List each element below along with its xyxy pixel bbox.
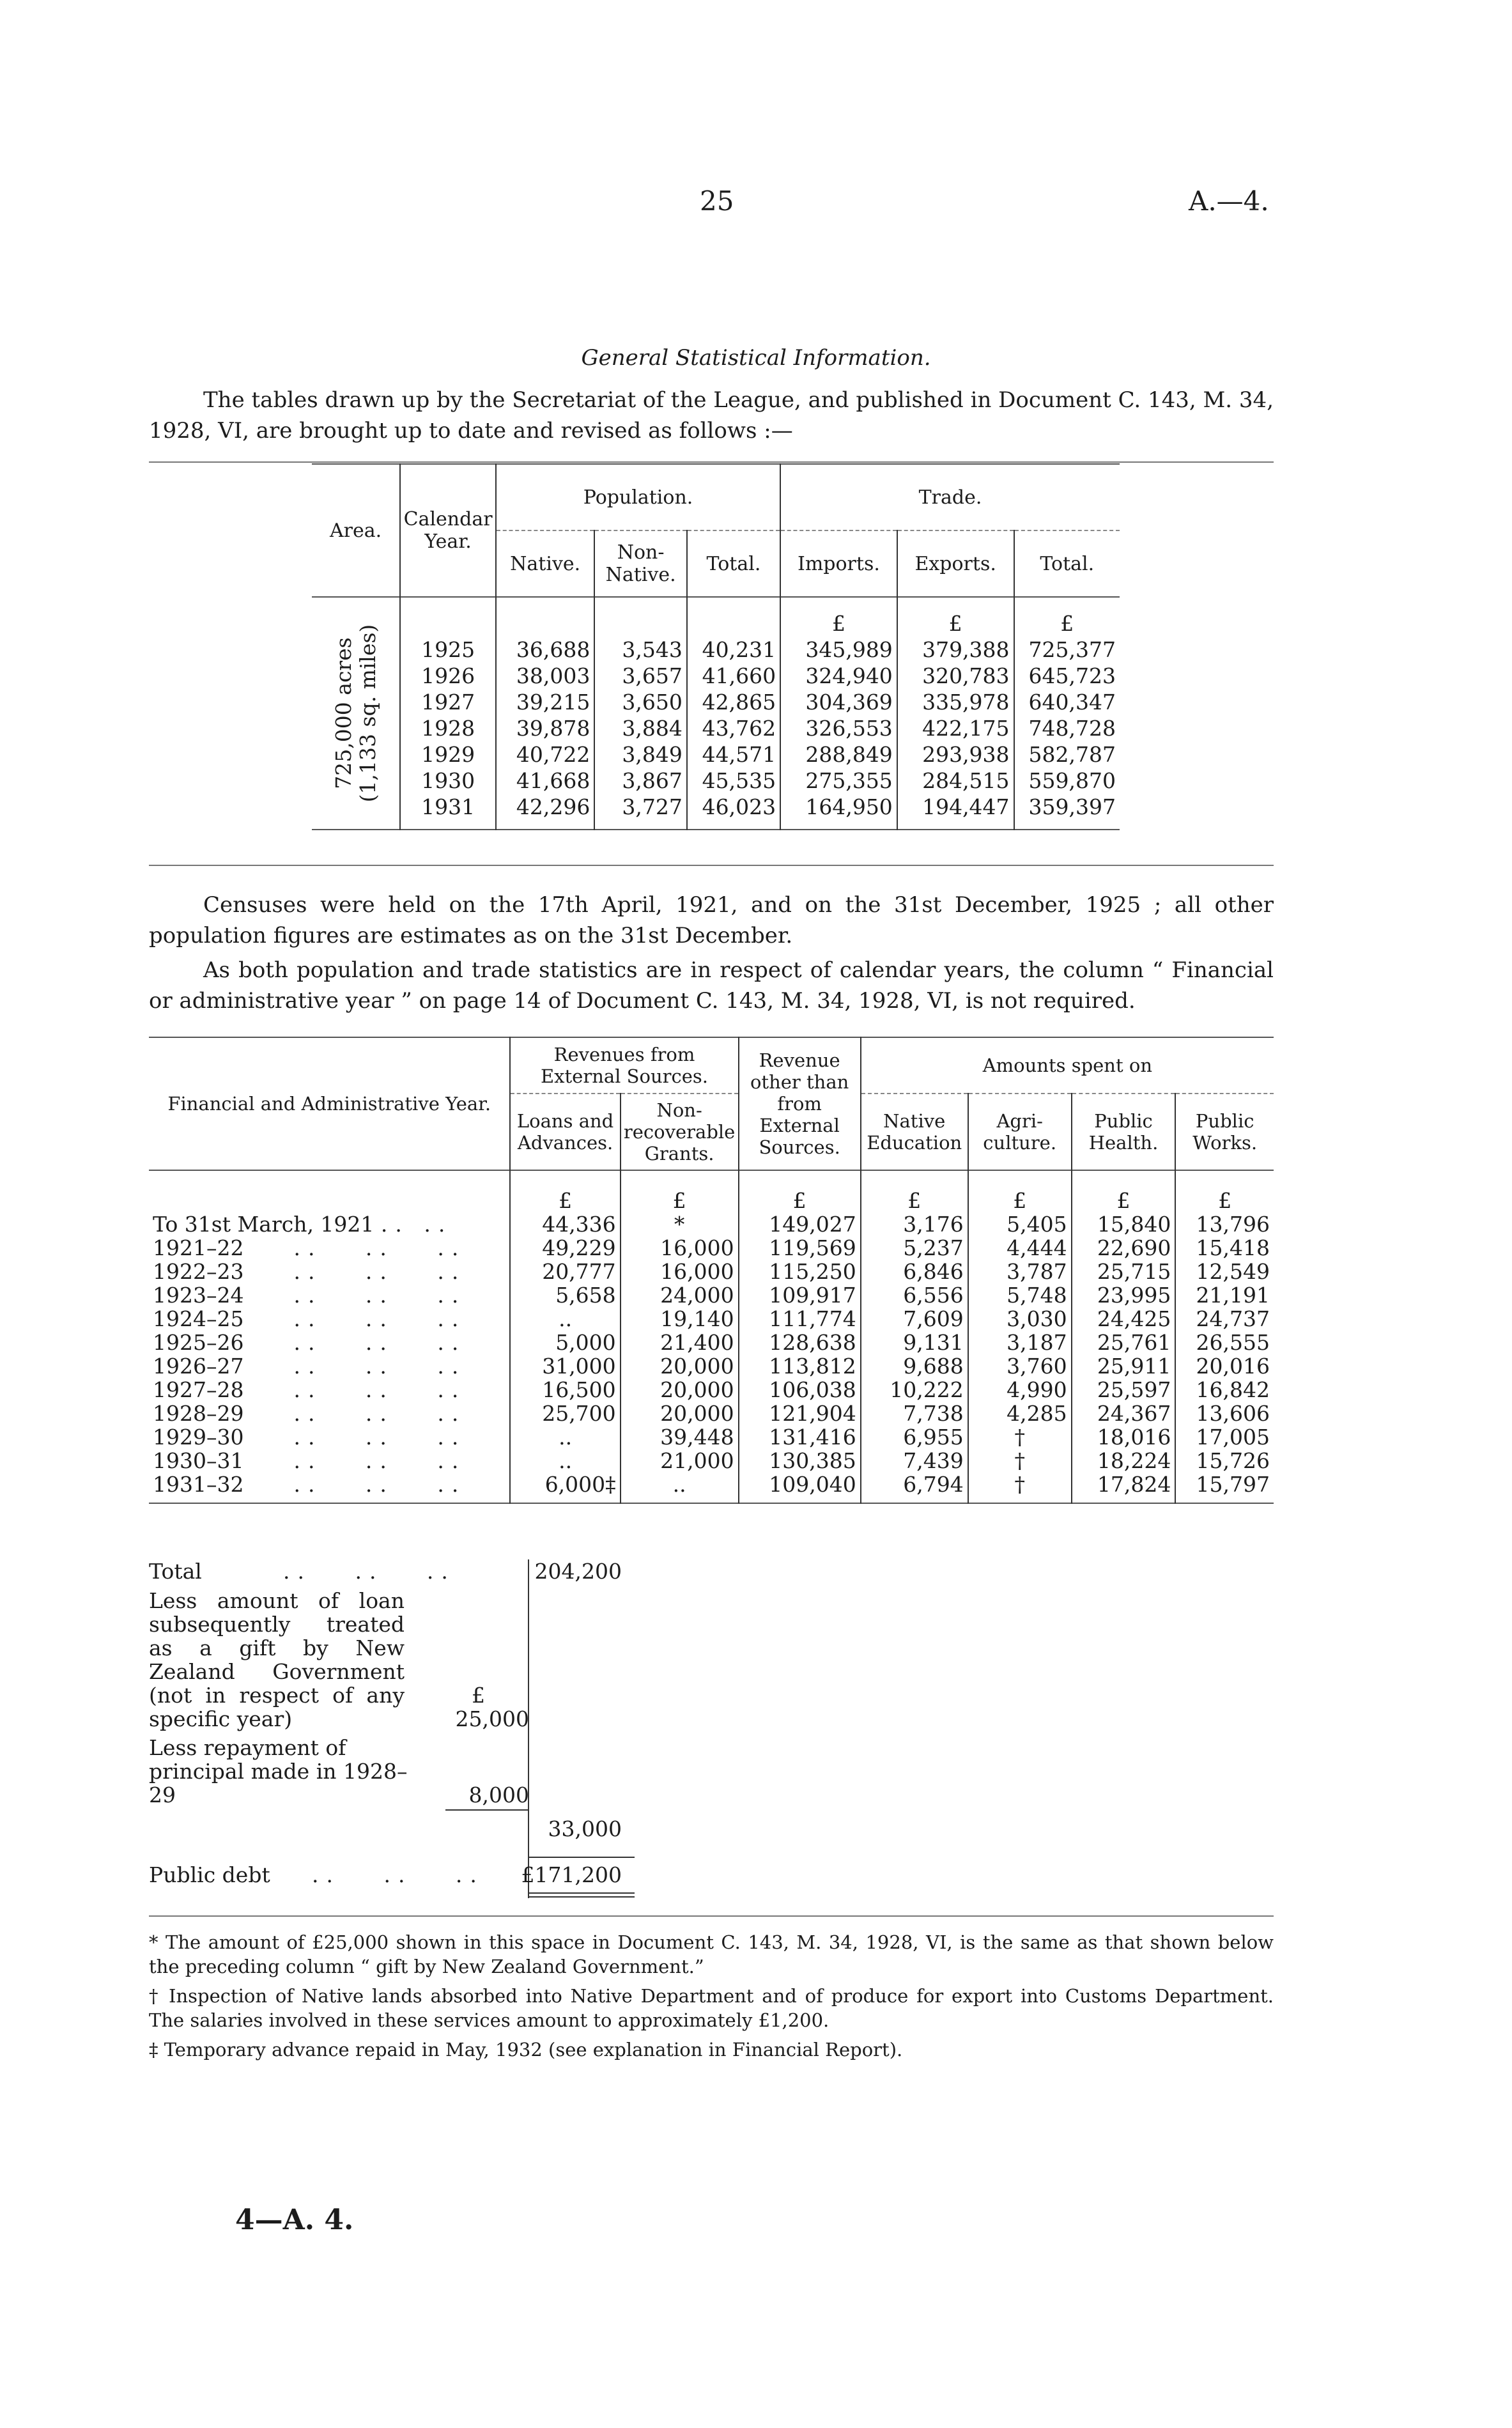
pop-total-cell: 40,231	[687, 637, 780, 663]
year-cell: 1930	[400, 768, 496, 794]
area-header: Area.	[330, 519, 382, 542]
trade-total-cell: 748,728	[1014, 715, 1120, 741]
table-row	[149, 1283, 1274, 1307]
table-row	[312, 741, 1120, 768]
currency-symbol: £	[968, 1170, 1072, 1212]
exports-cell: 335,978	[897, 689, 1014, 715]
works-cell: 13,606	[1175, 1402, 1274, 1425]
imports-cell: 326,553	[780, 715, 897, 741]
year-cell: 1927	[400, 689, 496, 715]
loans-cell: 25,700	[510, 1402, 620, 1425]
native-cell: 41,668	[496, 768, 594, 794]
year-cell: 1931–32 .. .. ..	[153, 1472, 467, 1497]
works-cell: 21,191	[1175, 1283, 1274, 1307]
other-revenue-cell: 106,038	[739, 1378, 861, 1402]
health-cell: 23,995	[1072, 1283, 1176, 1307]
less-loan-label: Less amount of loan subsequently treated as a gift by New Zealand Government (not in respect of any specific year)	[149, 1588, 405, 1731]
health-cell: 25,715	[1072, 1260, 1176, 1283]
public-health-header: Public Health.	[1072, 1094, 1176, 1170]
pop-total-col-header: Total.	[687, 530, 780, 597]
other-revenue-cell: 131,416	[739, 1425, 861, 1449]
table-row	[149, 1354, 1274, 1378]
intro-text: The tables drawn up by the Secretariat of the League, and published in Document C. 143, M. 34, 1928, VI, are brought up to date and revised as follows :—	[149, 387, 1274, 444]
loans-cell: 5,000	[510, 1331, 620, 1354]
loans-cell: ..	[510, 1449, 620, 1473]
revenue-other-header: Revenue other than from External Sources.	[739, 1037, 861, 1170]
education-cell: 7,738	[861, 1402, 968, 1425]
year-cell: 1931	[400, 794, 496, 830]
works-cell: 24,737	[1175, 1307, 1274, 1331]
table-row	[312, 689, 1120, 715]
trade-header: Trade.	[780, 464, 1120, 530]
other-revenue-cell: 109,917	[739, 1283, 861, 1307]
footnote-asterisk: * The amount of £25,000 shown in this space in Document C. 143, M. 34, 1928, VI, is the same as that shown below the preceding column “ gift by New Zealand Government.”	[149, 1931, 1274, 1977]
pop-total-cell: 42,865	[687, 689, 780, 715]
financial-year-text: As both population and trade statistics are in respect of calendar years, the column “ Financial or administrative year ” on page 14 of Document C. 143, M. 34, 1928, VI, is not required.	[149, 957, 1274, 1014]
amounts-spent-header: Amounts spent on	[861, 1037, 1274, 1094]
exports-cell: 320,783	[897, 663, 1014, 689]
trade-total-cell: 359,397	[1014, 794, 1120, 830]
native-cell: 40,722	[496, 741, 594, 768]
non-native-cell: 3,867	[594, 768, 686, 794]
table-row	[312, 768, 1120, 794]
page-number: 25	[700, 185, 734, 217]
grants-cell: *	[621, 1212, 739, 1236]
exports-cell: 293,938	[897, 741, 1014, 768]
grants-cell: 20,000	[621, 1402, 739, 1425]
table-row	[149, 1307, 1274, 1331]
loans-cell: 49,229	[510, 1236, 620, 1260]
non-native-cell: 3,650	[594, 689, 686, 715]
pop-total-cell: 45,535	[687, 768, 780, 794]
non-native-cell: 3,849	[594, 741, 686, 768]
native-cell: 36,688	[496, 637, 594, 663]
grants-cell: 24,000	[621, 1283, 739, 1307]
education-cell: 6,846	[861, 1260, 968, 1283]
deductions-row	[149, 1807, 635, 1845]
education-cell: 5,237	[861, 1236, 968, 1260]
table-row	[149, 1449, 1274, 1473]
health-cell: 24,367	[1072, 1402, 1176, 1425]
grants-cell: ..	[621, 1473, 739, 1503]
public-works-header: Public Works.	[1175, 1094, 1274, 1170]
table-row	[149, 1236, 1274, 1260]
grants-cell: 21,400	[621, 1331, 739, 1354]
currency-symbol: £	[780, 597, 897, 637]
health-cell: 24,425	[1072, 1307, 1176, 1331]
footnote-double-dagger: ‡ Temporary advance repaid in May, 1932 (see explanation in Financial Report).	[149, 2039, 903, 2061]
non-native-col-header: Non-Native.	[594, 530, 686, 597]
currency-symbol: £	[897, 597, 1014, 637]
area-label	[332, 624, 380, 803]
table-row	[312, 663, 1120, 689]
exports-col-header: Exports.	[897, 530, 1014, 597]
agriculture-cell: †	[968, 1473, 1072, 1503]
intro-paragraph	[149, 385, 1274, 446]
census-text: Censuses were held on the 17th April, 1921, and on the 31st December, 1925 ; all other population figures are estimates as on the 31st December.	[149, 892, 1274, 948]
table-row	[149, 1331, 1274, 1354]
trade-total-cell: 640,347	[1014, 689, 1120, 715]
document-reference: A.—4.	[1189, 185, 1269, 217]
less-repayment-value: 8,000	[468, 1782, 529, 1807]
year-cell: 1929	[400, 741, 496, 768]
grants-cell: 16,000	[621, 1236, 739, 1260]
year-cell: 1928–29 .. .. ..	[153, 1401, 467, 1426]
loans-cell: 20,777	[510, 1260, 620, 1283]
native-cell: 42,296	[496, 794, 594, 830]
year-cell: 1921–22 .. .. ..	[153, 1235, 467, 1260]
non-native-cell: 3,543	[594, 637, 686, 663]
table1-bottom-rule	[149, 865, 1274, 866]
agriculture-cell: 3,787	[968, 1260, 1072, 1283]
other-revenue-cell: 128,638	[739, 1331, 861, 1354]
total-row: Total .. .. .. 204,200	[149, 1559, 622, 1584]
table-row	[149, 1425, 1274, 1449]
trade-total-cell: 725,377	[1014, 637, 1120, 663]
trade-total-cell: 582,787	[1014, 741, 1120, 768]
population-header: Population.	[496, 464, 780, 530]
non-native-cell: 3,657	[594, 663, 686, 689]
agriculture-cell: 4,990	[968, 1378, 1072, 1402]
imports-cell: 345,989	[780, 637, 897, 663]
loans-cell: 44,336	[510, 1212, 620, 1236]
footnote-dagger: † Inspection of Native lands absorbed into Native Department and of produce for export into Customs Department. The salaries involved in these services amount to approximately £1,200.	[149, 1985, 1274, 2031]
native-col-header: Native.	[496, 530, 594, 597]
year-cell: To 31st March, 1921 .. ..	[153, 1212, 453, 1237]
health-cell: 18,224	[1072, 1449, 1176, 1473]
currency-symbol: £	[1175, 1170, 1274, 1212]
agriculture-cell: †	[968, 1449, 1072, 1473]
currency-symbol: £	[739, 1170, 861, 1212]
calendar-year-header: Calendar Year.	[400, 464, 496, 597]
grants-cell: 21,000	[621, 1449, 739, 1473]
year-cell: 1922–23 .. .. ..	[153, 1259, 467, 1284]
other-revenue-cell: 121,904	[739, 1402, 861, 1425]
native-cell: 38,003	[496, 663, 594, 689]
imports-cell: 164,950	[780, 794, 897, 830]
works-cell: 17,005	[1175, 1425, 1274, 1449]
non-native-cell: 3,884	[594, 715, 686, 741]
health-cell: 25,761	[1072, 1331, 1176, 1354]
works-cell: 15,726	[1175, 1449, 1274, 1473]
education-cell: 7,609	[861, 1307, 968, 1331]
grants-cell: 20,000	[621, 1354, 739, 1378]
imports-cell: 304,369	[780, 689, 897, 715]
agriculture-cell: 4,444	[968, 1236, 1072, 1260]
year-cell: 1925–26 .. .. ..	[153, 1330, 467, 1355]
currency-symbol: £	[1014, 597, 1120, 637]
section-heading: General Statistical Information.	[581, 345, 931, 371]
year-cell: 1926–27 .. .. ..	[153, 1354, 467, 1379]
year-cell: 1929–30 .. .. ..	[153, 1425, 467, 1450]
financial-year-paragraph	[149, 955, 1274, 1016]
table-row	[149, 1378, 1274, 1402]
loans-advances-header: Loans and Advances.	[510, 1094, 620, 1170]
imports-cell: 275,355	[780, 768, 897, 794]
education-cell: 7,439	[861, 1449, 968, 1473]
imports-cell: 288,849	[780, 741, 897, 768]
non-native-cell: 3,727	[594, 794, 686, 830]
table-row	[312, 794, 1120, 830]
health-cell: 18,016	[1072, 1425, 1176, 1449]
table1-top-rule	[149, 461, 1274, 463]
population-trade-table	[312, 463, 1120, 830]
less-loan-currency: £	[472, 1683, 485, 1708]
agriculture-header: Agri-culture.	[968, 1094, 1072, 1170]
grants-cell: 16,000	[621, 1260, 739, 1283]
native-education-header: Native Education	[861, 1094, 968, 1170]
table-row	[149, 1473, 1274, 1503]
agriculture-cell: 5,405	[968, 1212, 1072, 1236]
pop-total-cell: 43,762	[687, 715, 780, 741]
other-revenue-cell: 109,040	[739, 1473, 861, 1503]
trade-total-col-header: Total.	[1014, 530, 1120, 597]
agriculture-cell: 3,187	[968, 1331, 1072, 1354]
agriculture-cell: 3,760	[968, 1354, 1072, 1378]
page-signature: 4—A. 4.	[235, 2204, 354, 2236]
year-cell: 1927–28 .. .. ..	[153, 1377, 467, 1402]
table-row	[149, 1212, 1274, 1236]
grants-cell: 39,448	[621, 1425, 739, 1449]
finance-table	[149, 1037, 1274, 1504]
public-debt-value: £171,200	[521, 1862, 622, 1887]
other-revenue-cell: 115,250	[739, 1260, 861, 1283]
area-sq-miles: (1,133 sq. miles)	[355, 624, 380, 803]
other-revenue-cell: 111,774	[739, 1307, 861, 1331]
table-row	[149, 1260, 1274, 1283]
table2-bottom-rule	[149, 1915, 1274, 1917]
other-revenue-cell: 119,569	[739, 1236, 861, 1260]
less-repayment-label: Less repayment of principal made in 1928–29	[149, 1735, 408, 1807]
imports-col-header: Imports.	[780, 530, 897, 597]
health-cell: 25,911	[1072, 1354, 1176, 1378]
education-cell: 9,688	[861, 1354, 968, 1378]
native-cell: 39,215	[496, 689, 594, 715]
agriculture-cell: 5,748	[968, 1283, 1072, 1307]
health-cell: 17,824	[1072, 1473, 1176, 1503]
health-cell: 22,690	[1072, 1236, 1176, 1260]
education-cell: 6,955	[861, 1425, 968, 1449]
exports-cell: 284,515	[897, 768, 1014, 794]
education-cell: 10,222	[861, 1378, 968, 1402]
currency-symbol: £	[510, 1170, 620, 1212]
education-cell: 6,556	[861, 1283, 968, 1307]
works-cell: 15,418	[1175, 1236, 1274, 1260]
year-cell: 1923–24 .. .. ..	[153, 1283, 467, 1308]
year-cell: 1928	[400, 715, 496, 741]
native-cell: 39,878	[496, 715, 594, 741]
education-cell: 9,131	[861, 1331, 968, 1354]
trade-total-cell: 559,870	[1014, 768, 1120, 794]
education-cell: 6,794	[861, 1473, 968, 1503]
grants-cell: 19,140	[621, 1307, 739, 1331]
census-paragraph	[149, 890, 1274, 951]
currency-symbol: £	[861, 1170, 968, 1212]
exports-cell: 422,175	[897, 715, 1014, 741]
public-debt-row: Public debt .. .. .. £171,200	[149, 1863, 635, 1901]
total-label: Total	[149, 1559, 202, 1584]
area-acres: 725,000 acres	[330, 637, 356, 789]
table-row	[149, 1402, 1274, 1425]
works-cell: 12,549	[1175, 1260, 1274, 1283]
loans-cell: 5,658	[510, 1283, 620, 1307]
public-debt-label: Public debt	[149, 1862, 270, 1887]
currency-symbol: £	[1072, 1170, 1176, 1212]
works-cell: 15,797	[1175, 1473, 1274, 1503]
loans-cell: 6,000‡	[510, 1473, 620, 1503]
exports-cell: 194,447	[897, 794, 1014, 830]
other-revenue-cell: 130,385	[739, 1449, 861, 1473]
grants-cell: 20,000	[621, 1378, 739, 1402]
loans-cell: 31,000	[510, 1354, 620, 1378]
less-repayment-row	[149, 1736, 635, 1807]
area-cell	[312, 597, 400, 830]
revenues-external-header: Revenues from External Sources.	[510, 1037, 738, 1094]
agriculture-cell: †	[968, 1425, 1072, 1449]
health-cell: 25,597	[1072, 1378, 1176, 1402]
education-cell: 3,176	[861, 1212, 968, 1236]
works-cell: 20,016	[1175, 1354, 1274, 1378]
less-loan-row	[149, 1589, 635, 1731]
trade-total-cell: 645,723	[1014, 663, 1120, 689]
works-cell: 13,796	[1175, 1212, 1274, 1236]
pop-total-cell: 44,571	[687, 741, 780, 768]
table-row	[312, 715, 1120, 741]
totals-block	[149, 1559, 635, 1901]
loans-cell: ..	[510, 1425, 620, 1449]
pop-total-cell: 46,023	[687, 794, 780, 830]
financial-year-header: Financial and Administrative Year.	[167, 1093, 491, 1115]
other-revenue-cell: 113,812	[739, 1354, 861, 1378]
agriculture-cell: 4,285	[968, 1402, 1072, 1425]
year-cell: 1926	[400, 663, 496, 689]
works-cell: 26,555	[1175, 1331, 1274, 1354]
year-cell: 1930–31 .. .. ..	[153, 1448, 467, 1473]
year-cell: 1925	[400, 637, 496, 663]
year-cell: 1924–25 .. .. ..	[153, 1306, 467, 1331]
non-recoverable-grants-header: Non-recoverable Grants.	[621, 1094, 739, 1170]
loans-cell: 16,500	[510, 1378, 620, 1402]
table-row	[312, 637, 1120, 663]
exports-cell: 379,388	[897, 637, 1014, 663]
less-loan-value: 25,000	[455, 1706, 529, 1731]
total-value: 204,200	[534, 1559, 622, 1584]
works-cell: 16,842	[1175, 1378, 1274, 1402]
agriculture-cell: 3,030	[968, 1307, 1072, 1331]
deductions-total: 33,000	[548, 1816, 622, 1841]
pop-total-cell: 41,660	[687, 663, 780, 689]
health-cell: 15,840	[1072, 1212, 1176, 1236]
other-revenue-cell: 149,027	[739, 1212, 861, 1236]
currency-symbol: £	[621, 1170, 739, 1212]
loans-cell: ..	[510, 1307, 620, 1331]
imports-cell: 324,940	[780, 663, 897, 689]
